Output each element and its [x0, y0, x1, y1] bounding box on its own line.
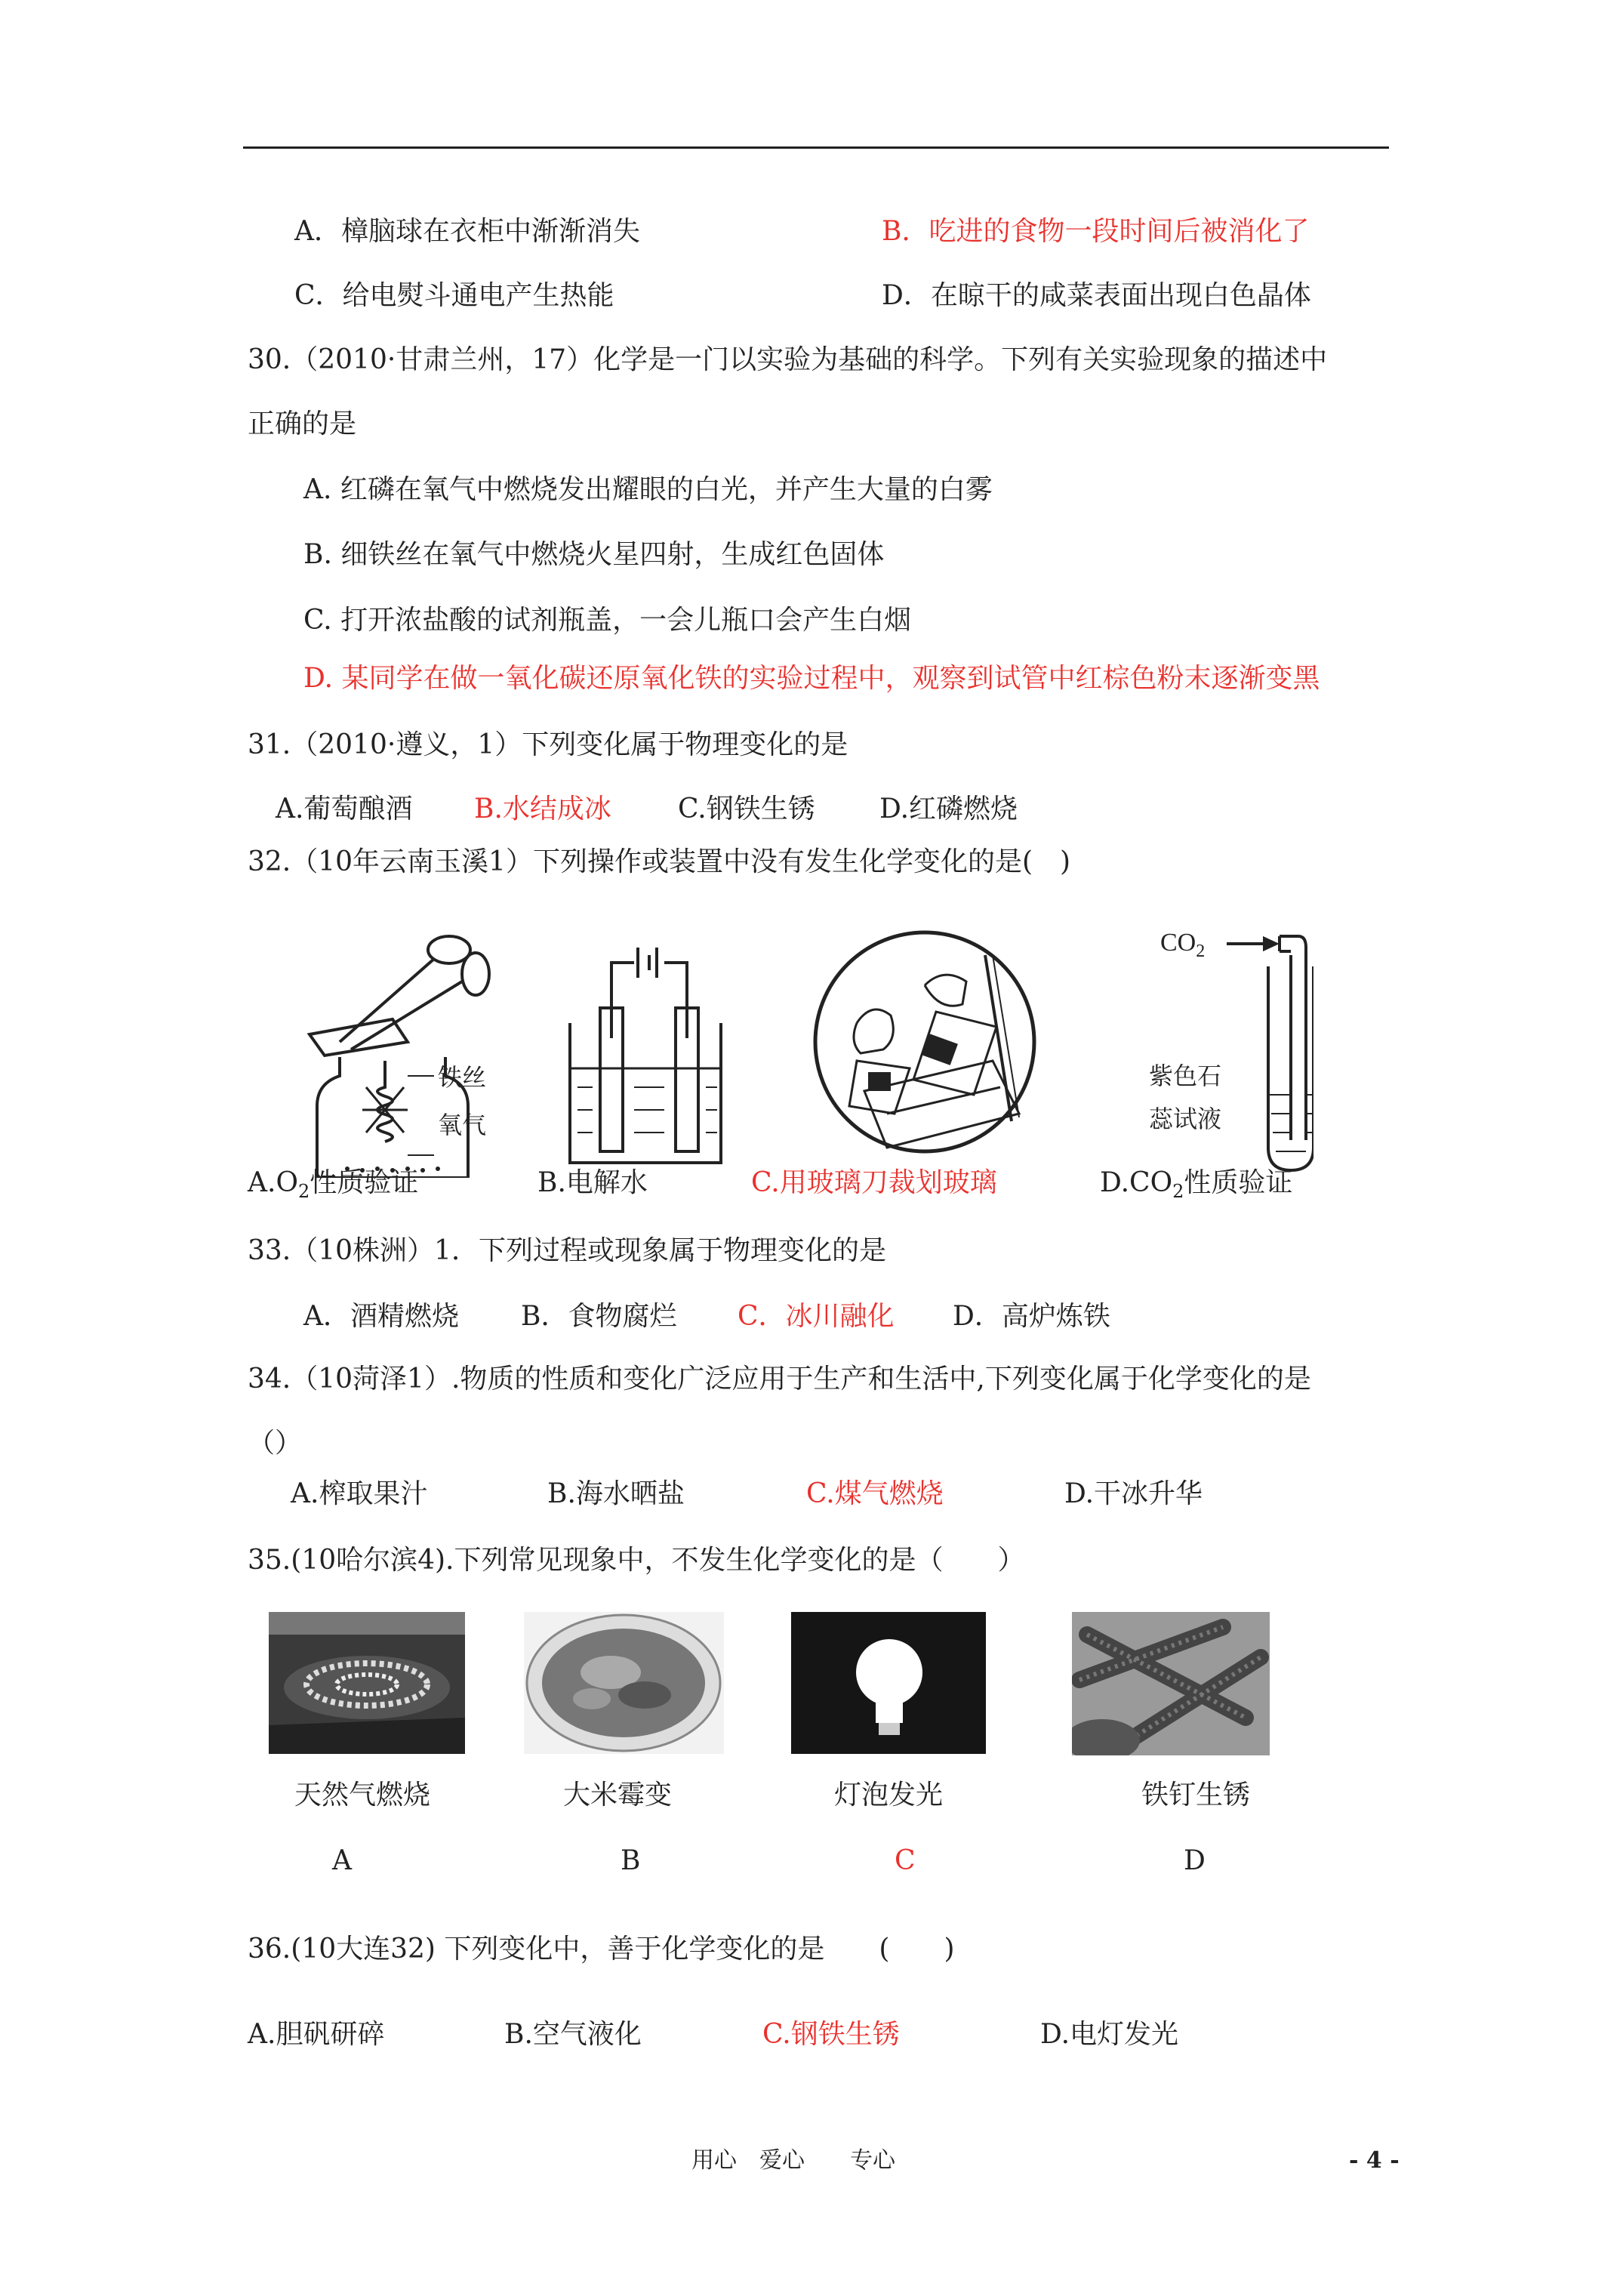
q36-option-c-answer: C.钢铁生锈: [762, 2019, 900, 2050]
gas-burner-photo: [269, 1612, 465, 1754]
moldy-rice-photo: [524, 1612, 724, 1754]
q36-option-d: D.电灯发光: [1040, 2019, 1179, 2050]
rusty-nails-photo: [1072, 1612, 1270, 1755]
q31-option-c: C.钢铁生锈: [678, 794, 815, 824]
glass-cutting-figure: [812, 925, 1038, 1159]
q32-caption-d: $D.CO_2$性质验证: [1100, 1167, 1293, 1202]
q34-option-c-answer: C.煤气燃烧: [806, 1478, 944, 1509]
q36-stem: 36.(10大连32) 下列变化中，善于化学变化的是 ( ): [248, 1934, 955, 1965]
q35-letter-a: A: [332, 1845, 352, 1876]
q35-caption-a: 天然气燃烧: [294, 1780, 431, 1811]
q33-option-a: A．酒精燃烧: [303, 1301, 459, 1332]
q30-option-d-answer: D. 某同学在做一氧化碳还原氧化铁的实验过程中，观察到试管中红棕色粉末逐渐变黑: [303, 663, 1320, 694]
q34-option-d: D.干冰升华: [1064, 1478, 1203, 1509]
q30-stem-line1: 30.（2010·甘肃兰州，17）化学是一门以实验为基础的科学。下列有关实验现象的描述中: [248, 344, 1328, 375]
q35-letter-b: B: [621, 1845, 641, 1876]
q31-option-b-answer: B.水结成冰: [474, 794, 611, 824]
q34-option-a: A.榨取果汁: [291, 1478, 428, 1509]
q35-caption-b: 大米霉变: [563, 1780, 673, 1811]
footer-motto: 用心 爱心 专心: [691, 2147, 895, 2174]
q31-option-d: D.红磷燃烧: [879, 794, 1018, 824]
q33-option-b: B．食物腐烂: [521, 1301, 677, 1332]
q33-option-c-answer: C．冰川融化: [738, 1301, 895, 1332]
electrolysis-figure: [566, 940, 725, 1166]
q31-option-a: A.葡萄酿酒: [276, 794, 413, 824]
q32-stem: 32.（10年云南玉溪1）下列操作或装置中没有发生化学变化的是( ): [248, 846, 1071, 877]
q33-option-c: [738, 1300, 895, 1333]
q32-caption-a: $A.O_2$性质验证: [248, 1167, 419, 1202]
q29-option-b-answer: B．吃进的食物一段时间后被消化了: [882, 216, 1310, 247]
q30-option-b: B. 细铁丝在氧气中燃烧火星四射，生成红色固体: [303, 539, 885, 570]
q30-stem-line2: 正确的是: [248, 408, 357, 439]
q35-caption-c: 灯泡发光: [834, 1780, 944, 1811]
q33-option-d: D．高炉炼铁: [953, 1301, 1110, 1332]
q35-caption-d: 铁钉生锈: [1141, 1780, 1251, 1811]
q35-letter-c-answer: C: [895, 1845, 916, 1876]
q34-stem-line2: （）: [248, 1428, 303, 1459]
label-litmus-line1: 紫色石: [1149, 1062, 1222, 1090]
q34-stem-line1: 34.（10菏泽1）.物质的性质和变化广泛应用于生产和生活中,下列变化属于化学变化的是: [248, 1364, 1311, 1395]
q35-letter-d: D: [1184, 1845, 1206, 1876]
label-litmus-line2: 蕊试液: [1149, 1105, 1222, 1133]
q29-option-c: C．给电熨斗通电产生热能: [294, 280, 614, 311]
page-number: - 4 -: [1349, 2147, 1400, 2174]
q30-option-a: A. 红磷在氧气中燃烧发出耀眼的白光，并产生大量的白雾: [303, 474, 993, 505]
q36-option-a: A.胆矾研碎: [248, 2019, 385, 2050]
q32-caption-c-answer: C.用玻璃刀裁划玻璃: [751, 1167, 997, 1198]
co2-litmus-figure: [1223, 925, 1313, 1174]
q29-option-d: D．在晾干的咸菜表面出现白色晶体: [882, 280, 1311, 311]
q35-stem: 35.(10哈尔滨4).下列常见现象中，不发生化学变化的是（ ）: [248, 1545, 1025, 1576]
q30-option-c: C. 打开浓盐酸的试剂瓶盖，一会儿瓶口会产生白烟: [303, 605, 912, 636]
header-rule: [243, 146, 1389, 149]
q32-caption-b: B.电解水: [537, 1167, 648, 1198]
label-oxygen: 氧气: [438, 1111, 487, 1139]
q34-option-b: B.海水晒盐: [547, 1478, 685, 1509]
label-co2: $CO_2$: [1160, 929, 1206, 961]
q33-stem: 33.（10株洲）1．下列过程或现象属于物理变化的是: [248, 1235, 886, 1266]
q31-stem: 31.（2010·遵义，1）下列变化属于物理变化的是: [248, 729, 848, 760]
label-iron-wire: 铁丝: [438, 1063, 487, 1092]
q29-option-a: A．樟脑球在衣柜中渐渐消失: [294, 216, 640, 247]
q36-option-b: B.空气液化: [504, 2019, 642, 2050]
light-bulb-photo: [791, 1612, 986, 1754]
